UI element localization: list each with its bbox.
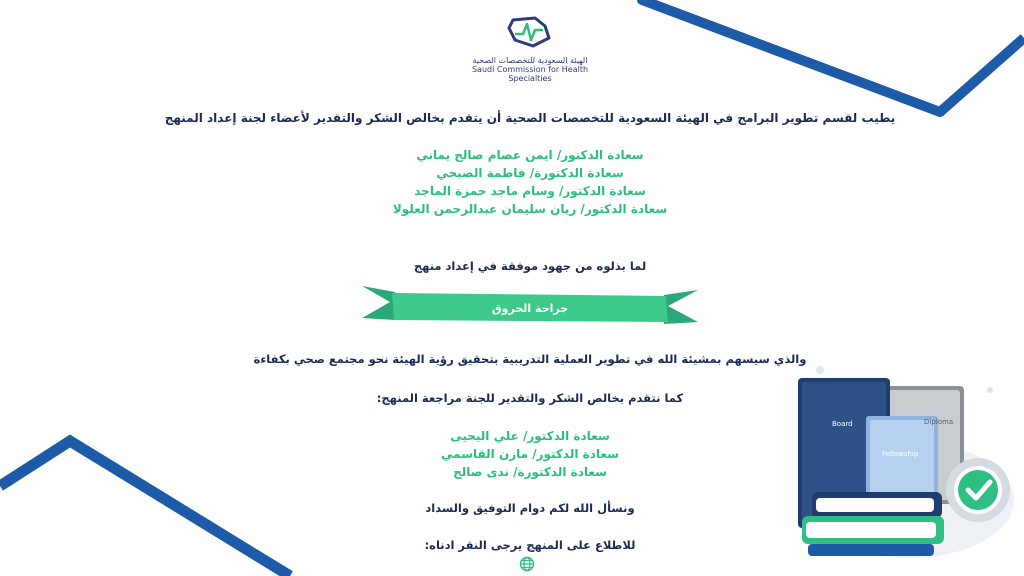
books-illustration xyxy=(790,350,1014,564)
list-item: سعادة الدكتورة/ فاطمة الصبحي xyxy=(436,166,624,180)
logo-name-english: Saudi Commission for Health Specialties xyxy=(471,65,589,83)
efforts-text: لما بذلوه من جهود موفقة في إعداد منهج xyxy=(413,259,647,273)
curriculum-title: جراحة الحروق xyxy=(491,302,569,315)
link-prompt-text: للاطلاع على المنهج يرجى النقر ادناه: xyxy=(424,538,636,552)
globe-icon[interactable] xyxy=(519,556,535,572)
list-item: سعادة الدكتور/ وسام ماجد حمزة الماجد xyxy=(414,184,646,198)
closing-text: ونسأل الله لكم دوام التوفيق والسداد xyxy=(425,501,635,515)
vision-text: والذي سيسهم بمشيئة الله في تطوير العملية التدريبية بتحقيق رؤية الهيئة نحو مجتمع صحي بكفاءة xyxy=(253,352,807,366)
list-item: سعادة الدكتورة/ ندى صالح xyxy=(453,465,607,479)
review-intro-text: كما نتقدم بخالص الشكر والتقدير للجنة مراجعة المنهج: xyxy=(376,391,684,405)
list-item: سعادة الدكتور/ مازن القاسمي xyxy=(441,447,619,461)
book-label-diploma: Diploma xyxy=(924,418,954,426)
logo-name-arabic: الهيئة السعودية للتخصصات الصحية xyxy=(472,56,588,65)
intro-text: يطيب لقسم تطوير البرامج في الهيئة السعودية للتخصصات الصحية أن يتقدم بخالص الشكر والتقدير لأعضاء لجنة إعداد المنهج xyxy=(164,111,896,125)
list-item: سعادة الدكتور/ علي اليحيى xyxy=(450,429,610,443)
book-label-board: Board xyxy=(832,420,853,428)
list-item: سعادة الدكتور/ ايمن عصام صالح يماني xyxy=(416,148,644,162)
check-badge-icon xyxy=(946,458,1010,522)
book-label-fellowship: Fellowship xyxy=(882,450,919,458)
list-item: سعادة الدكتور/ ريان سليمان عبدالرحمن العلولا xyxy=(392,202,668,216)
